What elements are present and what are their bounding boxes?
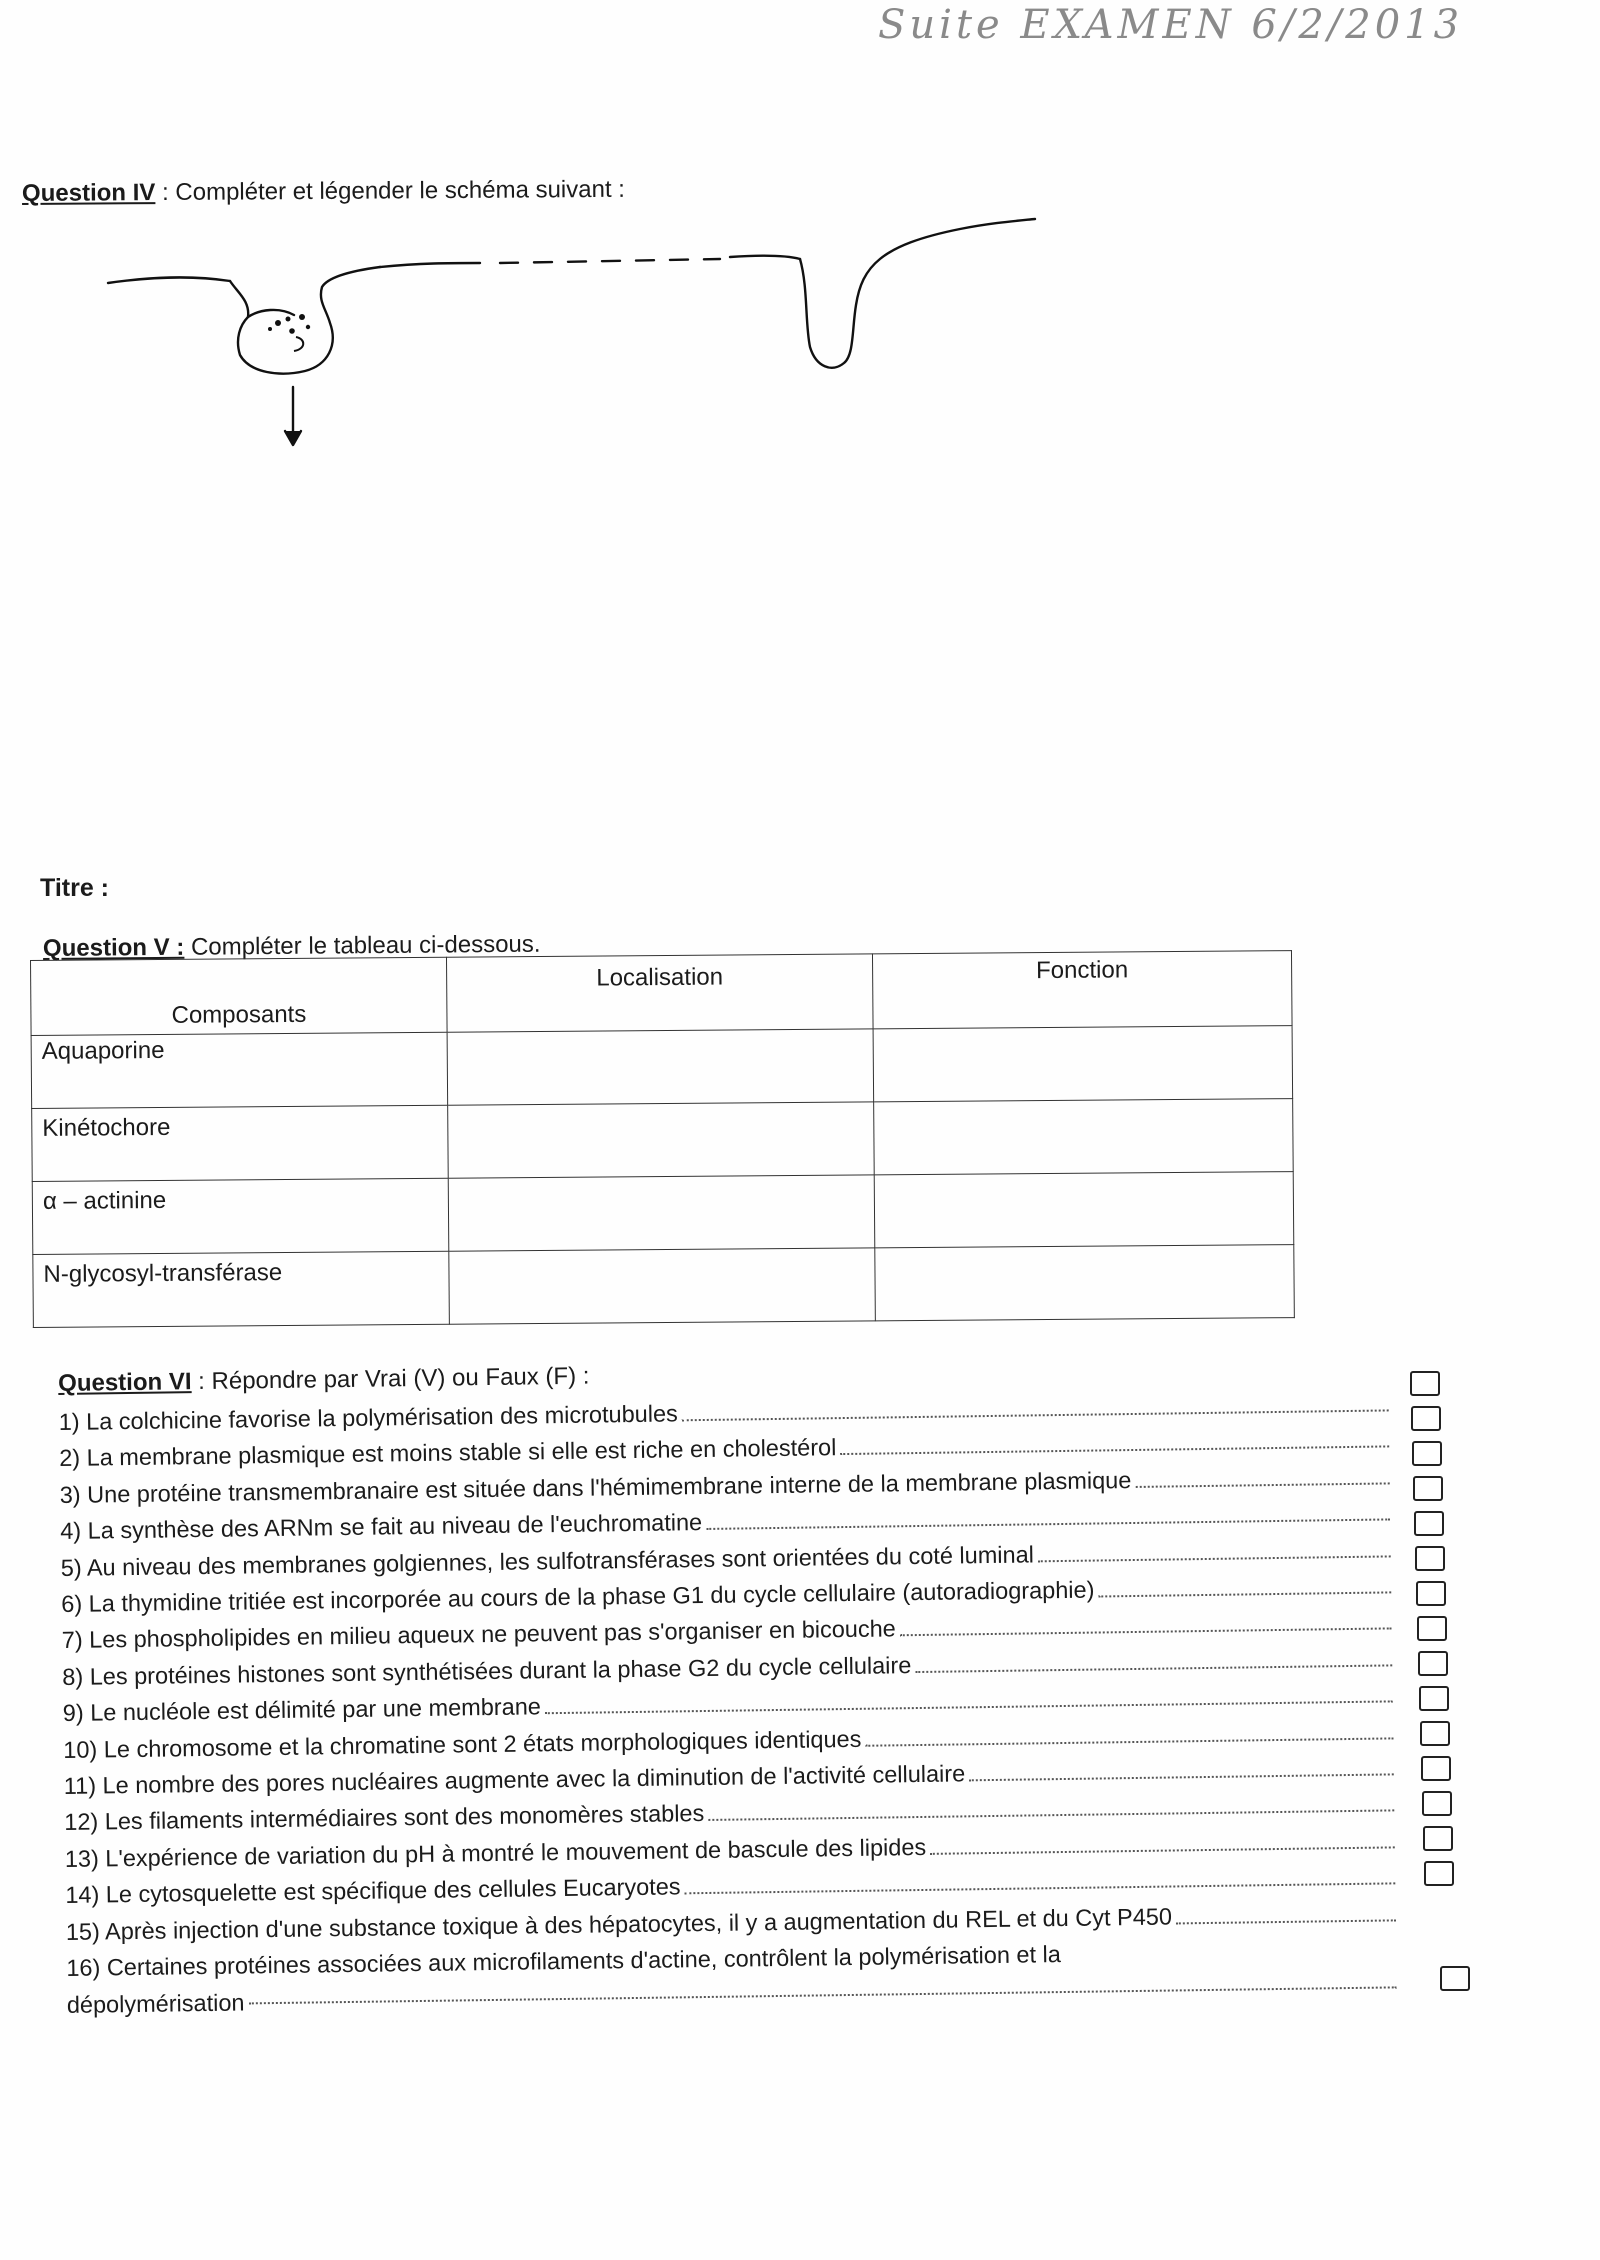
handwritten-exam-note: Suite EXAMEN 6/2/2013	[878, 2, 1464, 48]
question-4-instruction: : Compléter et légender le schéma suivant :	[155, 175, 626, 207]
table-row	[31, 1026, 1293, 1109]
fonction-answer-cell[interactable]	[874, 1099, 1294, 1175]
answer-checkbox-9[interactable]	[1418, 1651, 1448, 1676]
fonction-answer-cell[interactable]	[873, 1026, 1293, 1102]
answer-checkbox-15[interactable]	[1424, 1861, 1454, 1886]
statement-text: 7) Les phospholipides en milieu aqueux ne peuvent pas s'organiser en bicouche	[61, 1615, 896, 1654]
diagram-title-label: Titre :	[40, 874, 109, 902]
localisation-answer-cell[interactable]	[447, 1029, 874, 1105]
statement-text: 8) Les protéines histones sont synthétisées durant la phase G2 du cycle cellulaire	[62, 1651, 912, 1690]
answer-checkbox-7[interactable]	[1416, 1581, 1446, 1606]
answer-dotted-line	[708, 1792, 1394, 1822]
answer-dotted-line	[545, 1683, 1393, 1715]
answer-dotted-line	[684, 1865, 1395, 1895]
answer-checkbox-2[interactable]	[1411, 1406, 1441, 1431]
answer-checkbox-4[interactable]	[1413, 1476, 1443, 1501]
fonction-answer-cell[interactable]	[874, 1172, 1294, 1248]
table-row	[32, 1172, 1294, 1255]
component-cell: α – actinine	[32, 1178, 449, 1254]
answer-dotted-line	[1176, 1901, 1396, 1924]
statement-text: 11) Le nombre des pores nucléaires augmente avec la diminution de l'activité cellulaire	[63, 1760, 966, 1800]
statement-text: 12) Les filaments intermédiaires sont des monomères stables	[64, 1800, 705, 1836]
statement-text: 9) Le nucléole est délimité par une membrane	[62, 1693, 542, 1727]
answer-checkbox-8[interactable]	[1417, 1616, 1447, 1641]
vesicle-neck	[248, 310, 294, 317]
header-localisation: Localisation	[446, 954, 873, 1032]
answer-checkbox-13[interactable]	[1422, 1791, 1452, 1816]
answer-checkbox-12[interactable]	[1421, 1756, 1451, 1781]
components-table	[30, 950, 1295, 1328]
fonction-answer-cell[interactable]	[875, 1245, 1295, 1321]
question-4-title: Question IV	[21, 179, 156, 207]
answer-checkbox-11[interactable]	[1420, 1721, 1450, 1746]
localisation-answer-cell[interactable]	[449, 1248, 876, 1324]
statement-text: 3) Une protéine transmembranaire est située dans l'hémimembrane interne de la membrane plasmique	[59, 1466, 1132, 1508]
answer-dotted-line	[1038, 1537, 1391, 1562]
answer-checkbox-16[interactable]	[1440, 1966, 1470, 1991]
statement-16-continuation: dépolymérisation	[66, 1988, 245, 2018]
statement-text: 4) La synthèse des ARNm se fait au niveau de l'euchromatine	[60, 1509, 703, 1545]
statement-text: 14) Le cytosquelette est spécifique des cellules Eucaryotes	[65, 1873, 681, 1909]
answer-dotted-line	[682, 1391, 1389, 1421]
question-5-instruction: Compléter le tableau ci-dessous.	[184, 930, 541, 961]
component-cell: Kinétochore	[32, 1105, 449, 1181]
answer-checkbox-14[interactable]	[1423, 1826, 1453, 1851]
answer-checkbox-3[interactable]	[1412, 1441, 1442, 1466]
localisation-answer-cell[interactable]	[448, 1102, 875, 1178]
localisation-answer-cell[interactable]	[448, 1175, 875, 1251]
membrane-line-right	[730, 256, 800, 259]
statement-text: 13) L'expérience de variation du pH à montré le mouvement de bascule des lipides	[64, 1833, 927, 1872]
answer-dotted-line	[1135, 1464, 1390, 1488]
membrane-endocytosis-sketch	[80, 205, 1050, 465]
answer-dotted-line	[900, 1610, 1392, 1637]
invagination-vesicle	[230, 267, 380, 374]
statement-text: 6) La thymidine tritiée est incorporée au cours de la phase G1 du cycle cellulaire (autoradiographie)	[61, 1576, 1095, 1618]
answer-dotted-line	[915, 1646, 1392, 1673]
statement-text: 1) La colchicine favorise la polymérisation des microtubules	[58, 1400, 678, 1435]
question-5-title: Question V :	[42, 933, 185, 962]
statement-text: 16) Certaines protéines associées aux microfilaments d'actine, contrôlent la polymérisation et la	[66, 1941, 1062, 1982]
statement-text: 2) La membrane plasmique est moins stable si elle est riche en cholestérol	[59, 1434, 837, 1472]
answer-dotted-line	[930, 1828, 1395, 1854]
vesicle-cargo-dots	[268, 314, 310, 334]
question-4-heading	[22, 176, 625, 208]
answer-dotted-line	[1098, 1573, 1391, 1597]
question-6-instruction: : Répondre par Vrai (V) ou Faux (F) :	[191, 1362, 590, 1396]
membrane-dashed-segment	[500, 259, 720, 263]
membrane-line-top	[380, 263, 480, 267]
table-row	[32, 1099, 1294, 1182]
answer-checkbox-1[interactable]	[1410, 1371, 1440, 1396]
answer-dotted-line	[706, 1501, 1390, 1531]
component-cell: N-glycosyl-transférase	[33, 1251, 450, 1327]
answer-checkbox-5[interactable]	[1414, 1511, 1444, 1536]
header-fonction: Fonction	[872, 951, 1292, 1029]
membrane-line-left	[108, 277, 230, 283]
answer-dotted-line	[969, 1755, 1394, 1781]
answer-dotted-line	[865, 1719, 1393, 1746]
header-composants: Composants	[31, 957, 448, 1035]
statement-text: 15) Après injection d'une substance toxique à des hépatocytes, il y a augmentation du REL et du Cyt P450	[65, 1903, 1173, 1945]
table-row	[33, 1245, 1295, 1328]
statement-text: 5) Au niveau des membranes golgiennes, les sulfotransférases sont orientées du coté luminal	[60, 1541, 1035, 1581]
answer-checkbox-10[interactable]	[1419, 1686, 1449, 1711]
statement-text: 10) Le chromosome et la chromatine sont 2 états morphologiques identiques	[63, 1725, 862, 1763]
question-6-title: Question VI	[58, 1368, 192, 1397]
question-6-block	[58, 1351, 1397, 2022]
answer-checkbox-6[interactable]	[1415, 1546, 1445, 1571]
pit-invagination	[800, 219, 1035, 368]
component-cell: Aquaporine	[31, 1032, 448, 1108]
answer-dotted-line	[840, 1428, 1389, 1456]
